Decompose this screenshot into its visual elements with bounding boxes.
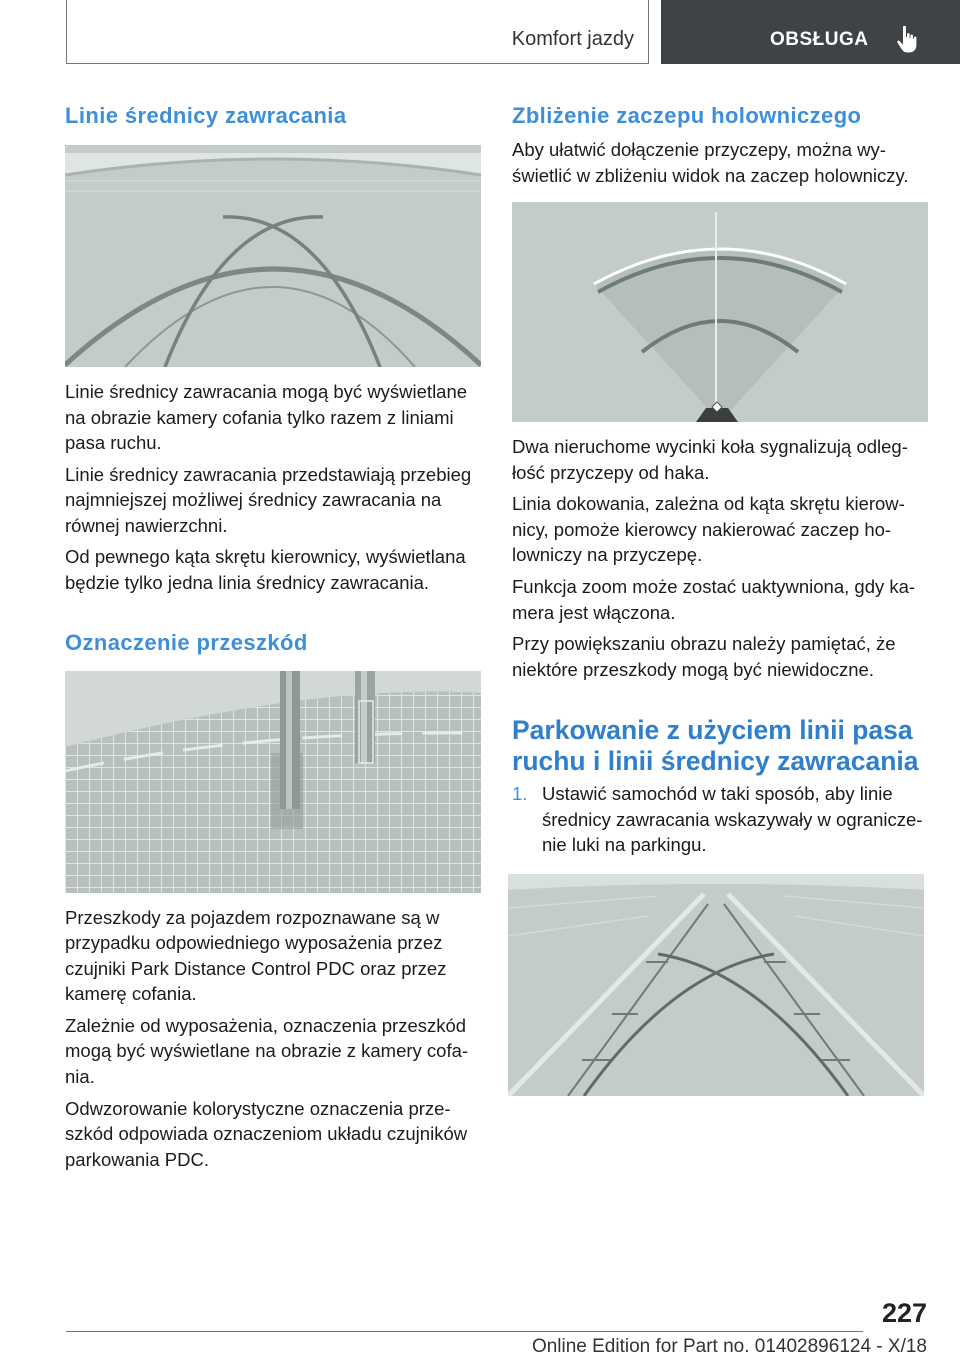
obstacle-paragraph-2: Zależnie od wyposażenia, oznaczenia przeszkód mogą być wyświetlane na obrazie z kamery cofa‐nia. bbox=[65, 1014, 469, 1087]
step-number: 1. bbox=[512, 783, 528, 805]
hand-pointer-icon bbox=[896, 24, 920, 54]
obstacle-marking-heading: Oznaczenie przeszkód bbox=[65, 629, 308, 655]
turning-circle-paragraph-1: Linie średnicy zawracania mogą być wyświetlane na obrazie kamery cofania tylko razem z liniami pasa ruchu. bbox=[65, 381, 468, 454]
turning-circle-paragraph-2: Linie średnicy zawracania przedstawiają przebieg najmniejszej możliwej średnicy zawracania na równej nawierzchni. bbox=[65, 463, 472, 536]
parking-lines-figure bbox=[508, 874, 924, 1096]
trailer-hitch-paragraph-2: Linia dokowania, zależna od kąta skrętu kierow‐nicy, pomoże kierowcy nakierować zaczep ho‐lowniczy na przyczepę. bbox=[512, 493, 905, 566]
turning-circle-figure bbox=[65, 145, 481, 367]
header-chapter-tab bbox=[661, 0, 960, 64]
footer-edition: Online Edition for Part no. 01402896124 - X/18 bbox=[531, 1336, 927, 1357]
trailer-hitch-paragraph-4: Przy powiększaniu obrazu należy pamiętać, że niektóre przeszkody mogą być niewidoczne. bbox=[512, 633, 896, 680]
step-text: Ustawić samochód w taki sposób, aby linie średnicy zawracania wskazywały w ogranicze‐nie luki na parkingu. bbox=[542, 783, 923, 856]
list-item bbox=[512, 781, 928, 858]
parking-steps-list bbox=[512, 781, 928, 858]
right-column bbox=[512, 100, 928, 1096]
trailer-hitch-paragraph-1: Dwa nieruchome wycinki koła sygnalizują odleg‐łość przyczepy od haka. bbox=[512, 436, 908, 483]
header-section-title: Komfort jazdy bbox=[511, 28, 634, 50]
header-section-box bbox=[66, 0, 649, 64]
turning-circle-heading: Linie średnicy zawracania bbox=[65, 103, 347, 128]
trailer-hitch-figure bbox=[512, 202, 928, 422]
left-column bbox=[65, 100, 481, 1172]
obstacle-paragraph-1: Przeszkody za pojazdem rozpoznawane są w przypadku odpowiedniego wyposażenia przez czujniki Park Distance Control PDC oraz przez kamerę cofania. bbox=[65, 906, 447, 1005]
header-chapter-label: OBSŁUGA bbox=[770, 29, 869, 50]
obstacle-paragraph-3: Odwzorowanie kolorystyczne oznaczenia prze‐szkód odpowiada oznaczeniom układu czujników parkowania PDC. bbox=[65, 1097, 468, 1170]
obstacle-marking-figure bbox=[65, 671, 481, 893]
footer-divider bbox=[66, 1331, 863, 1332]
trailer-hitch-zoom-heading: Zbliżenie zaczepu holowniczego bbox=[512, 103, 862, 128]
trailer-hitch-paragraph-3: Funkcja zoom może zostać uaktywniona, gdy ka‐mera jest włączona. bbox=[512, 576, 916, 623]
parking-lines-heading: Parkowanie z użyciem linii pasa ruchu i linii średnicy zawracania bbox=[512, 715, 919, 777]
trailer-hitch-intro: Aby ułatwić dołączenie przyczepy, można wy‐świetlić w zbliżeniu widok na zaczep holowniczy. bbox=[512, 139, 909, 186]
page-number: 227 bbox=[881, 1298, 927, 1328]
turning-circle-paragraph-3: Od pewnego kąta skrętu kierownicy, wyświetlana będzie tylko jedna linia średnicy zawracania. bbox=[65, 546, 466, 593]
